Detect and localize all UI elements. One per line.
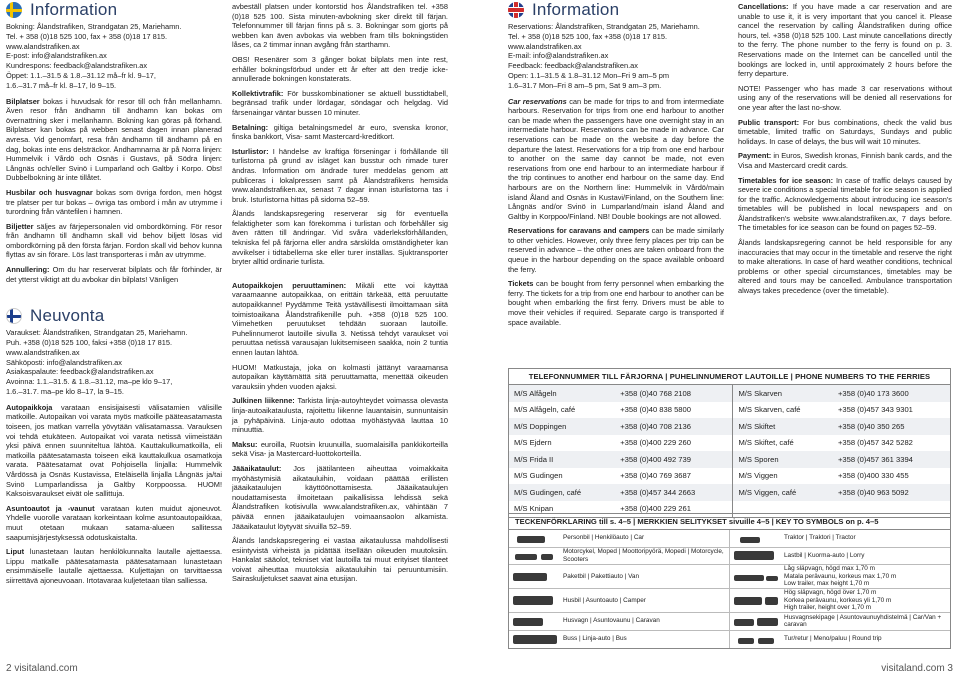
vehicle-symbol-icon — [734, 617, 778, 626]
contact-line: Tel. + 358 (0)18 525 100, fax +358 (0)18 17 815. — [508, 31, 668, 41]
vehicle-symbol-icon — [513, 534, 557, 543]
ferry-phone-number[interactable]: +358 (0)400 229 260 — [620, 438, 691, 448]
paragraph: NOTE! Passenger who has made 3 car reservations without using any of the reservations will be denied all reservations for one year after the last no-show. — [738, 83, 952, 112]
paragraph: avbeställ platsen under kontorstid hos Ålandstrafiken tel. +358 (0)18 525 100. Sista minuten-avbokning sker direkt till färjan. Telefonnummer till färjan finns på s. 3. Bokningar som gjorts på webben kan även avbokas via webben fram tills bokningstiden låses, ca 2 timmar innan avgång från starthamn. — [232, 2, 448, 50]
symbol-label: Låg släpvagn, högd max 1,70 m Matala perävaunu, korkeus max 1,70 m Low trailer, max height 1,70 m — [784, 565, 897, 588]
ferry-phone-number[interactable]: +358 (0)400 229 261 — [620, 504, 691, 514]
column-3 — [508, 2, 724, 332]
symbol-label: Husvagn | Asuntovaunu | Caravan — [563, 617, 660, 625]
ferry-phone-row — [509, 484, 950, 501]
symbol-label: Hög släpvagn, högd över 1,70 m Korkea perävaunu, korkeus yli 1,70 m High trailer, height over 1,70 m — [784, 589, 892, 612]
symbol-key-cell — [509, 530, 729, 547]
paragraph: Autopaikkojen peruuttaminen: Mikäli ette voi käyttää varaamaanne autopaikkaa, on erittäin tärkeää, että peruutatte autopaikkanne! Pyydämme Teitä ystävällisesti ilmoittamaan siitä toimistoaikana Ålandstrafikenille puh. +358 (0)18 525 100. Viimehetken peruutukset tehdään suoraan lautoille. Puhelinnumerot lautoille sivulla 3. Netissä tehdyt varaukset voi peruuttaa netissä varausajan lukitsemiseen saakka, noin 2 tuntia ennen lautan lähtöä. — [232, 280, 448, 357]
paragraph: Liput lunastetaan lautan henkilökunnalta lautalle ajettaessa. Lippu matkalle päätesatamasta päätesatamaan lunastetaan ensimmäiselle lautalle ajettaessa. Kuljettajan on tarvittaessa siirrettävä ajoneuvoaan. Irtotavaraa kuljetetaan tilan salliessa. — [6, 547, 222, 585]
ferry-phone-number[interactable]: +358 (0)457 342 5282 — [837, 438, 913, 448]
page-folio-right: visitaland.com 3 — [881, 663, 953, 674]
contact-line: Öppet: 1.1.–31.5 & 1.8.–31.12 må–fr kl. 9–17, — [6, 70, 156, 80]
symbol-key-row — [509, 631, 950, 649]
paragraph: Maksu: euroilla, Ruotsin kruunuilla, suomalaisilla pankkikorteilla sekä Visa- ja Mastercard-luottokorteilla. — [232, 439, 448, 459]
ferry-phone-number[interactable]: +358 (0)40 173 3600 — [833, 385, 950, 402]
paragraph: Kollektivtrafik: För busskombinationer se aktuell busstidtabell, begränsad trafik under lördagar, söndagar och helgdag. Vid färsenaingar väntar bussen 10 minuter. — [232, 88, 448, 117]
symbol-key-cell — [509, 589, 729, 612]
contact-link[interactable]: www.alandstrafiken.ax — [6, 41, 80, 51]
uk-flag-icon — [508, 2, 524, 18]
paragraph: HUOM! Matkustaja, joka on kolmasti jättänyt varaamansa autopaikan käyttämättä sitä peruuttamatta, menettää oikeuden varauksiin yhden vuoden ajaksi. — [232, 362, 448, 391]
vehicle-symbol-icon — [513, 635, 557, 644]
ferry-name: M/S Sporen — [733, 451, 833, 468]
symbol-label: Husvagnsekipage | Asuntovaunuyhdistelmä | Car/Van + caravan — [784, 613, 942, 629]
info-en-contact — [508, 22, 724, 91]
paragraph: Reservations for caravans and campers can be made similarly to other vehicles. However, only three ferry places per trip can be reserved in advance – the other ones are taken onboard from the queue in the harbour depending on the space available onboard the ferry. — [508, 226, 724, 274]
paragraph: Ålands landskapsregering cannot be held responsible for any inaccuracies that may occur in the timetable and reserve the right to make alterations. In case of hard weather conditions, technical problems or other special circumstances, timetables may be altered and tours may be cancelled. Ambulance transportation always takes precedence (over the timetable). — [738, 238, 952, 296]
contact-link[interactable]: E-post: info@alandstrafiken.ax — [6, 51, 107, 61]
paragraph: Car reservations can be made for trips to and from intermediate harbours. Reservation for trips from one end harbour to another can be made when the passengers have one overnight stay in an intermediate harbour. Reservations can be made in advance. Car reservations can be made on the website a day before the departure the latest. Reservations for a trip from one end harbour to another on the same day cannot be made, not even reservations from one end harbour to an intermediate harbour if the trip continues to another end harbour on the same day. End harbours are on the Northern line: Hummelvik in Vårdö/main island Åland and Osnäs in Kustavi/Finland, on the Southern line: Långnäs and/or Svinö in Lumparland/main island Åland and Galtby in Korppoo/Finland. NB! Double bookings are not allowed. — [508, 96, 725, 221]
vehicle-symbol-icon — [734, 534, 778, 543]
symbol-key-cell — [509, 548, 729, 565]
vehicle-symbol-icon — [513, 551, 557, 560]
symbol-key-cell — [729, 530, 950, 547]
contact-line: 1.6–31.7 Mon–Fri 8 am–5 pm, Sat 9 am–3 pm. — [508, 80, 662, 90]
symbol-key-cell — [729, 565, 950, 588]
symbol-key-row — [509, 548, 950, 566]
info-sv-contact — [6, 22, 222, 91]
ferry-name: M/S Alfågeln, café — [514, 405, 576, 415]
ferry-name: M/S Ejdern — [514, 438, 552, 448]
contact-link[interactable]: www.alandstrafiken.ax — [6, 347, 80, 357]
paragraph: Ålands landskapsregering ei vastaa aikataulussa mahdollisesti esiintyvistä virheistä ja pidättää itsellään oikeuden muutoksiin. Hankalat sääolot, tekniset viat lautoilla tai muut erityiset tilanteet voivat aiheuttaa muutoksia aikatauluihin tai peruuntumisiin. Sairaskuljetukset saavat aina etusijan. — [232, 536, 448, 584]
paragraph: Husbilar och husvagnar bokas som övriga fordon, men högst tre platser per tur bokas – övriga tas ombord i mån av utrymme i turordning från väntefilen i hamnen. — [6, 187, 222, 217]
paragraph: Tickets can be bought from ferry personnel when embarking the ferry. The tickets for a trip from one end harbour to another can be bought when embarking the first ferry. Drivers must be able to move their vehicles if required. Separate cargo is transported if space available. — [508, 279, 724, 327]
ferry-name: M/S Gudingen — [514, 471, 563, 481]
symbol-label: Paketbil | Pakettiauto | Van — [563, 572, 640, 580]
vehicle-symbol-icon — [513, 596, 557, 605]
ferry-phone-number[interactable]: +358 (0)40 838 5800 — [620, 405, 691, 415]
symbol-key-table — [508, 513, 951, 649]
info-en-heading — [508, 2, 724, 18]
paragraph: Ålands landskapsregering reserverar sig för eventuella felaktigheter som kan förekomma i turlistan och förbehåller sig även rätten till ändringar. Vid svåra väderleksförhållanden, tekniska fel på färjorna eller andra särskilda omständigheter kan avvikelser i tidtabellerna ske eller turer inställas. Sjuktransporter bryter alltid ordinarie turlista. — [232, 209, 448, 267]
symbol-label: Buss | Linja-auto | Bus — [563, 635, 627, 643]
ferry-phone-number[interactable]: +358 (0)457 344 2663 — [615, 484, 733, 501]
ferry-phone-row — [509, 402, 950, 419]
ferry-phone-number[interactable]: +358 (0)40 769 3687 — [620, 471, 691, 481]
vehicle-symbol-icon — [734, 596, 778, 605]
contact-line: 1.6.–31.7 må–fr kl. 8–17, lö 9–15. — [6, 80, 117, 90]
symbol-key-cell — [729, 589, 950, 612]
contact-link[interactable]: Feedback: feedback@alandstrafiken.ax — [508, 61, 638, 71]
contact-line: Open: 1.1–31.5 & 1.8–31.12 Mon–Fri 9 am–5 pm — [508, 70, 670, 80]
symbol-label: Personbil | Henkilöauto | Car — [563, 534, 645, 542]
contact-link[interactable]: Sähköposti: info@alandstrafiken.ax — [6, 357, 122, 367]
paragraph: Cancellations: If you have made a car reservation and are unable to use it, it is very important that you cancel it. Please cancel the reservation by calling Ålandstrafiken during office hours, tel. +358 (0)18 525 100. Last minute cancellations directly to the ferry. The phone number to the ferry is found on p. 3. Reservations made on the Internet can be cancelled until the bookings are locked in, until approximately 2 hours before the ferry departure. — [738, 2, 952, 79]
ferry-phone-row — [509, 451, 950, 468]
symbol-key-row — [509, 565, 950, 589]
ferry-phone-table — [508, 368, 951, 518]
paragraph: Bilplatser bokas i huvudsak för resor till och från mellanhamn. Även resor från ändhamn till ändhamn kan bokas om övernattning sker i mellanhamn. Bokning kan göras på förhand. Bilplatser kan bokas på webben senast dagen innan planerad avresa. Vid genomfart, resa från ändhamn till ändhamn på en dag, bokas inte ens delsträckor. Ändhamnarna är på Norra linjen: Hummelvik i Vårdö och Osnäs i Gustavs, på Södra linjen: Långnäs och/eller Svinö i Lumparland och Galtby i Korpo. Obs! Dubbelbokning är inte tillåtet. — [6, 96, 222, 183]
symbol-key-header: TECKENFÖRKLARING till s. 4–5 | MERKKIEN SELITYKSET sivuille 4–5 | KEY TO SYMBOLS on p. 4–5 — [509, 514, 950, 530]
ferry-phone-row — [509, 418, 950, 435]
contact-link[interactable]: www.alandstrafiken.ax — [508, 41, 582, 51]
symbol-key-cell — [729, 548, 950, 565]
ferry-name: M/S Skarven, café — [733, 402, 833, 419]
vehicle-symbol-icon — [734, 551, 778, 560]
column-2 — [232, 2, 448, 589]
ferry-phone-number[interactable]: +358 (0)400 492 739 — [615, 451, 733, 468]
info-en-title: Information — [532, 0, 620, 20]
ferry-phone-number[interactable]: +358 (0)457 361 3394 — [833, 451, 950, 468]
info-fi-contact — [6, 328, 222, 397]
info-sv-title: Information — [30, 0, 118, 20]
info-sv-heading — [6, 2, 222, 18]
info-fi-title: Neuvonta — [30, 306, 105, 326]
paragraph: Julkinen liikenne: Tarkista linja-autoyhteydet voimassa olevasta linja-autoaikataulusta, rajoitettu liikenne lauantaisin, sunnuntaisin ja pyhäpäivinä. Linja-auto odottaa myöhästyvää lauttaa 10 minuuttia. — [232, 396, 448, 435]
symbol-key-cell — [509, 613, 729, 630]
vehicle-symbol-icon — [513, 572, 557, 581]
ferry-phone-row — [509, 385, 950, 402]
vehicle-symbol-icon — [734, 635, 778, 644]
ferry-phone-number[interactable]: +358 (0)400 330 455 — [837, 471, 909, 481]
ferry-phone-table-header: TELEFONNUMMER TILL FÄRJORNA | PUHELINNUMEROT LAUTOILLE | PHONE NUMBERS TO THE FERRIES — [509, 369, 950, 385]
ferry-phone-row — [509, 468, 950, 485]
contact-line: 1.6.–31.7. ma–pe klo 8–17, la 9–15. — [6, 387, 124, 397]
contact-line: Bokning: Ålandstrafiken, Strandgatan 25, Mariehamn. — [6, 22, 182, 31]
symbol-key-cell — [729, 631, 950, 649]
contact-link[interactable]: Kundrespons: feedback@alandstrafiken.ax — [6, 61, 148, 71]
info-fi-heading — [6, 308, 222, 324]
contact-link[interactable]: E-mail: info@alandstrafiken.ax — [508, 51, 609, 61]
paragraph: Annullering: Om du har reserverat bilplats och får förhinder, är det ytterst viktigt att du avbokar din bilplats! Vänligen — [6, 265, 222, 284]
paragraph: Biljetter säljes av färjepersonalen vid ombordkörning. För resor från ändhamn till ändhamn skall vid behov biljett lösas vid ombordkörning på den första färjan. Fordon skall vid behov kunna flyttas av sin förare. Lös last transporteras i mån av utrymme. — [6, 221, 222, 260]
ferry-phone-number[interactable]: +358 (0)40 963 5092 — [833, 484, 950, 501]
symbol-key-cell — [509, 565, 729, 588]
paragraph: Betalning: giltiga betalningsmedel är euro, svenska kronor, finska bankkort, Visa- samt Mastercard-kreditkort. — [232, 122, 448, 142]
symbol-key-row — [509, 530, 950, 548]
ferry-phone-number[interactable]: +358 (0)40 708 2136 — [615, 418, 733, 435]
finland-flag-icon — [6, 308, 22, 324]
ferry-phone-number[interactable]: +358 (0)40 350 265 — [833, 418, 950, 435]
page-folio-left: 2 visitaland.com — [6, 663, 78, 674]
ferry-name: M/S Doppingen — [509, 418, 615, 435]
symbol-label: Lastbil | Kuorma-auto | Lorry — [784, 551, 865, 559]
ferry-name: M/S Viggen, café — [733, 484, 833, 501]
ferry-phone-number[interactable]: +358 (0)40 768 2108 — [615, 385, 733, 402]
contact-link[interactable]: Asiakaspalaute: feedback@alandstrafiken.ax — [6, 367, 154, 377]
symbol-label: Husbil | Asuntoauto | Camper — [563, 596, 646, 604]
ferry-name: M/S Skarven — [733, 385, 833, 402]
ferry-name: M/S Skiftet, café — [733, 435, 833, 452]
paragraph: Asuntoautot ja -vaunut varataan kuten muidut ajoneuvot. Yhdelle vuorolle varataan korkeintaan kolme asuntoautopaikkaa, muut otetaan mukaan satama-alueen sallitessa saapumisjärjestyksessä odotuskaistalta. — [6, 503, 222, 542]
ferry-name: M/S Skiftet — [733, 418, 833, 435]
symbol-label: Tur/retur | Meno/paluu | Round trip — [784, 635, 882, 643]
column-1 — [6, 2, 222, 591]
contact-line: Varaukset: Ålandstrafiken, Strandgatan 25, Mariehamn. — [6, 328, 188, 338]
vehicle-symbol-icon — [734, 572, 778, 581]
contact-line: Tel. + 358 (0)18 525 100, fax + 358 (0)18 17 815. — [6, 31, 168, 41]
paragraph: Jääaikataulut: Jos jäätilanteen aiheuttaa voimakkaita myöhästymisiä aikatauluihin, voidaan päättää erillisten jääaikataulujen käyttöönottamisesta. Jääaikataulujen noudattamisesta ilmoitetaan paikallisissa lehdissä sekä Ålandstrafiken kotisivulla www.alandstrafiken.ax, vähintään 7 päivää ennen jääaikataulujen voimaansaolon alkamista. Jääaikataulut löytyvät sivuilla 52–59. — [232, 463, 448, 531]
ferry-name: M/S Alfågeln — [509, 385, 615, 402]
ferry-name: M/S Gudingen, café — [509, 484, 615, 501]
ferry-name: M/S Frida II — [509, 451, 615, 468]
paragraph: Timetables for ice season: In case of traffic delays caused by severe ice conditions a special timetable for ice season is applied for the traffic. Acknowledgements about introducing ice season's timetables will be published in local newspapers and on Ålandstrafiken's website www.alandstrafiken.ax, 7 days before. The timetables for ice season can be found on pages 52–59. — [738, 175, 952, 233]
contact-line: Puh. +358 (0)18 525 100, faksi +358 (0)18 17 815. — [6, 338, 173, 348]
ferry-name: M/S Viggen — [733, 468, 833, 485]
symbol-label: Traktor | Traktori | Tractor — [784, 534, 856, 542]
symbol-label: Motorcykel, Moped | Moottoripyörä, Mopedi | Motorcycle, Scooters — [563, 548, 724, 563]
sweden-flag-icon — [6, 2, 22, 18]
symbol-key-row — [509, 613, 950, 631]
paragraph: OBS! Resenärer som 3 gånger bokat bilplats men inte rest, erhåller bokningsförbud under ett år efter att den tredje icke-annullerade bokningen konstaterats. — [232, 54, 448, 84]
paragraph: Payment: in Euros, Swedish kronas, Finnish bank cards, and the Visa and Mastercard credit cards. — [738, 151, 952, 170]
contact-line: Avoinna: 1.1.–31.5. & 1.8.–31.12, ma–pe klo 9–17, — [6, 377, 173, 387]
vehicle-symbol-icon — [513, 617, 557, 626]
symbol-key-cell — [729, 613, 950, 630]
column-4 — [738, 2, 952, 301]
paragraph: Isturlistor: I händelse av kraftiga förseningar i förhållande till turlistorna på grund av isläget kan busstur och rimade turer ändras. Information om ändrade turer meddelas genom att publiceras i lokalpressen samt på Ålandstrafikens hemsida www.alandstrafiken.ax, senast 7 dagar innan isturlistorna tas i bruk. Isturlistorna hittas på sidorna 52–59. — [232, 146, 448, 204]
ferry-phone-row — [509, 435, 950, 452]
paragraph: Public transport: For bus combinations, check the valid bus timetable, limited traffic on Saturdays, Sundays and public holidays. In case of delays, the bus will wait 10 minutes. — [738, 117, 952, 146]
ferry-phone-number[interactable]: +358 (0)457 343 9301 — [837, 405, 913, 415]
symbol-key-cell — [509, 631, 729, 649]
contact-line: Reservations: Ålandstrafiken, Strandgatan 25, Mariehamn. — [508, 22, 700, 31]
paragraph: Autopaikkoja varataan ensisijaisesti välisatamien välisille matkoille. Autopaikan voi varata myös matkoille pääteasatamasta toiseen, jos matkan varrella yövytään välisatamassa. Varauksen voi tehdä etukäteen. Autopaikat voi varata netissä viimeistään yksi päivä ennen suunniteltua lähtöä. Kauttakulkumatkoilla, eli matkoilla päätesatamasta toiseen eikä kauttakulkua osamatkoja varata. Päätesatamat ovat Pohjoisella linjalla: Hummelvik Vårdössä ja Osnäs Kustavissa, Eteläisellä linjalla Långnäs ja/tai Svinö Lumparlandissa ja Galtby Korppoossa. HUOM! Kaksoisvaraukset eivät ole sallittuja. — [6, 402, 222, 499]
ferry-name: M/S Knipan — [514, 504, 554, 514]
symbol-key-row — [509, 589, 950, 613]
